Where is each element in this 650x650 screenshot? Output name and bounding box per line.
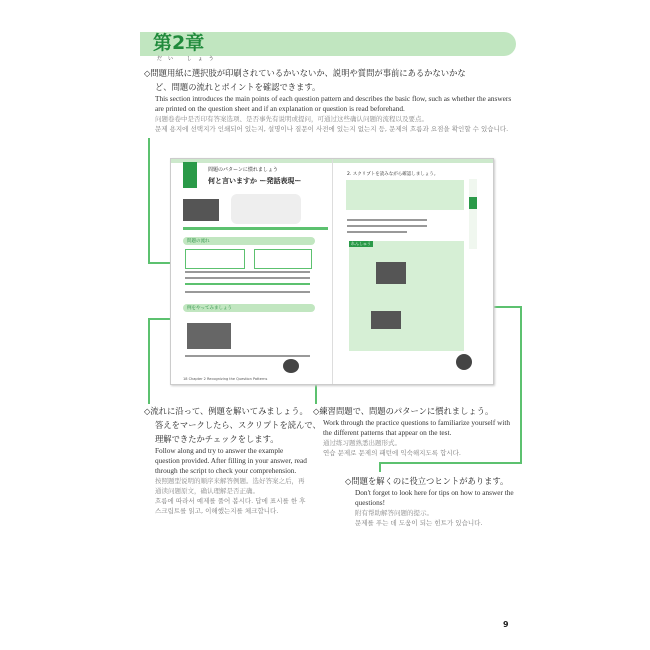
heading-line: ◇問題を解くのに役立つヒントがあります。 bbox=[345, 476, 509, 486]
chinese-text: 按照题型说明的顺序来解答例题。选好答案之后，再通读问题原文，确认理解是否正确。 bbox=[155, 477, 305, 495]
chinese-text: 附有帮助解答问题的提示。 bbox=[355, 509, 433, 517]
heading-line: ◇流れに沿って、例題を解いてみましょう。 bbox=[144, 406, 308, 416]
section-overview bbox=[144, 66, 514, 134]
example-label: 例をやってみましょう bbox=[187, 306, 232, 311]
connector-line bbox=[379, 462, 381, 472]
english-text: Don't forget to look here for tips on how to answer the questions! bbox=[355, 488, 514, 507]
thumb-footer: 18 Chapter 2 Recognizing the Question Patterns bbox=[183, 377, 268, 381]
thumb-step: 2. スクリプトを読みながら確認しましょう。 bbox=[347, 172, 439, 177]
korean-text: 연습 문제로 문제의 패턴에 익숙해지도록 합시다. bbox=[323, 449, 461, 457]
mascot-icon bbox=[283, 359, 299, 373]
chinese-text: 问题卷卷中是否印有答案选项、是否事先有说明或提问，可通过这些确认问题的流程以及要点。 bbox=[155, 115, 428, 123]
heading-line: 理解できたかチェックをします。 bbox=[155, 434, 279, 444]
thumb-title: 問題のパターンに慣れましょう bbox=[208, 167, 278, 173]
chapter-title: 第2章 bbox=[153, 32, 205, 54]
chinese-text: 通过练习题熟悉出题形式。 bbox=[323, 439, 401, 447]
practice-label: れんしゅう bbox=[351, 241, 371, 246]
connector-line bbox=[379, 462, 522, 464]
page-spread-thumbnail bbox=[170, 158, 494, 385]
heading-line: ど、問題の流れとポイントを確認できます。 bbox=[155, 82, 321, 92]
english-text: Follow along and try to answer the example question provided. After filling in your answer, read through the script to check your comprehension. bbox=[155, 446, 307, 475]
heading-line: ◇問題用紙に選択肢が印刷されているかいないか、説明や質問が事前にあるかないかな bbox=[144, 68, 466, 78]
korean-text: 문제 용지에 선택지가 인쇄되어 있는지, 설명이나 질문이 사전에 있는지 없는지 등, 문제의 흐름과 요점을 확인할 수 있습니다. bbox=[155, 125, 509, 133]
page-number: 9 bbox=[503, 620, 509, 629]
flow-label: 問題の流れ bbox=[187, 239, 210, 244]
korean-text: 흐름에 따라서 예제를 풀어 봅시다. 답에 표시를 한 후 스크립트를 읽고, 이해했는지를 체크합니다. bbox=[155, 497, 306, 515]
connector-line bbox=[520, 306, 522, 464]
section-example bbox=[144, 404, 321, 516]
chapter-tab bbox=[183, 162, 197, 188]
mascot-icon bbox=[456, 354, 472, 370]
heading-line: 答えをマークしたら、スクリプトを読んで、 bbox=[155, 420, 321, 430]
connector-line bbox=[148, 318, 150, 404]
heading-line: ◇練習問題で、問題のパターンに慣れましょう。 bbox=[313, 406, 494, 416]
thumb-subtitle: 何と言いますか ー発話表現ー bbox=[208, 177, 302, 185]
section-hints bbox=[345, 474, 520, 528]
connector-line bbox=[148, 138, 150, 264]
chapter-ruby: だい しょう bbox=[157, 56, 220, 62]
english-text: This section introduces the main points of each question pattern and describes the basic flow, such as whether the answers are printed on the question sheet and if an explanation or question is read beforehand. bbox=[155, 94, 512, 113]
english-text: Work through the practice questions to familiarize yourself with the different patterns that appear on the test. bbox=[323, 418, 511, 437]
korean-text: 문제를 푸는 데 도움이 되는 힌트가 있습니다. bbox=[355, 519, 483, 527]
section-practice bbox=[313, 404, 518, 458]
